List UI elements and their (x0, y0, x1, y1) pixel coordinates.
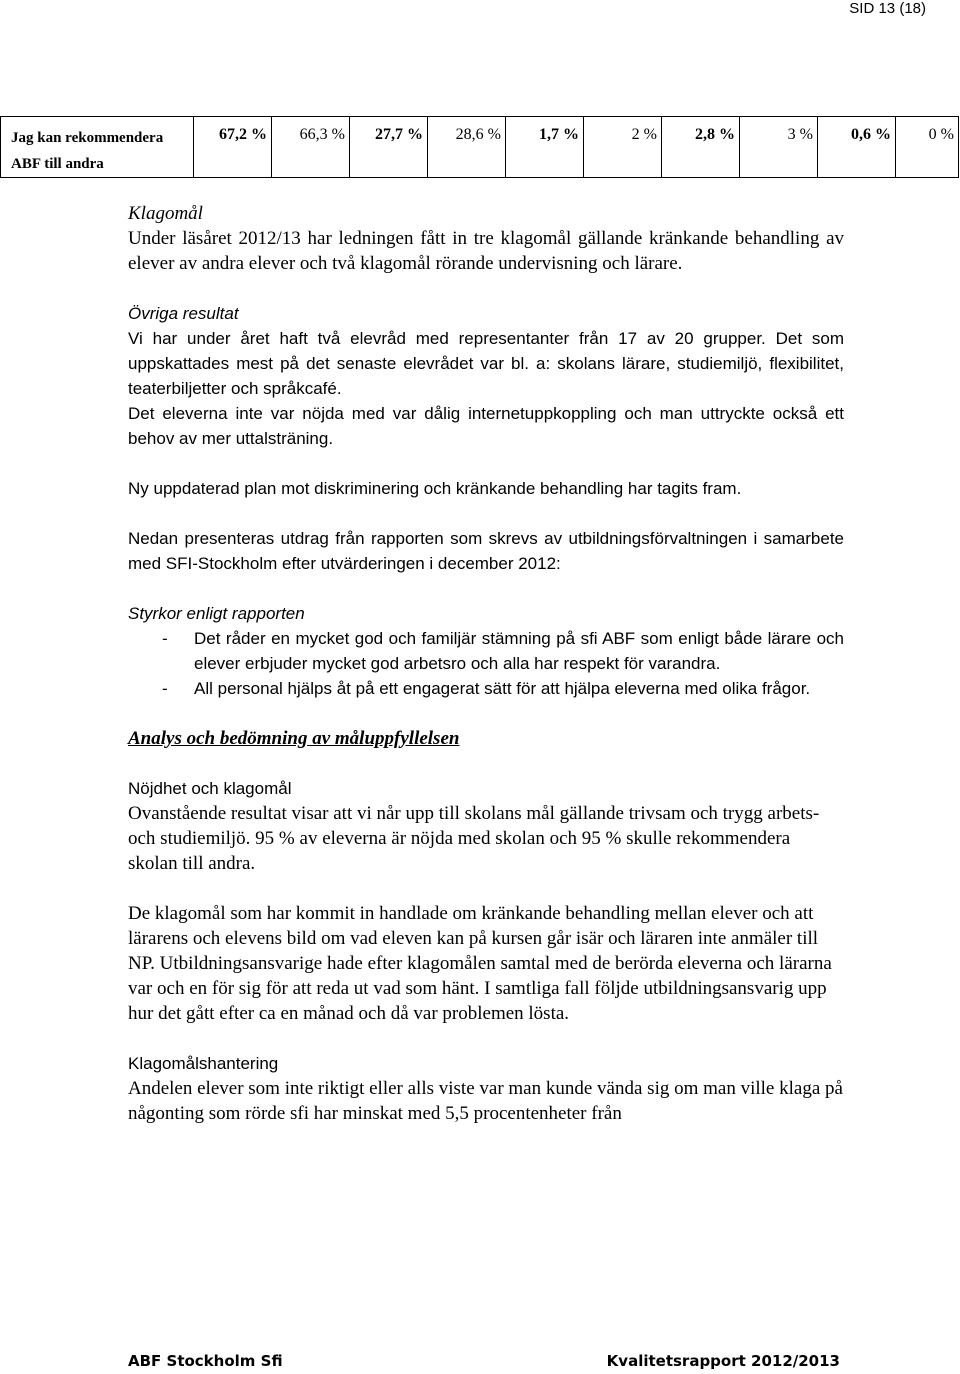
ovriga-paragraph-1: Vi har under året haft två elevråd med representanter från 17 av 20 grupper. Det som uppskattades mest på det senaste elevrådet var bl. a: skolans lärare, studiemiljö, flexibilitet, teaterbiljetter och språkcafé. (128, 329, 844, 398)
table-cell: 0 % (896, 117, 959, 178)
table-cell: 2,8 % (662, 117, 740, 178)
document-body (128, 201, 844, 1126)
table-row (1, 117, 959, 178)
dash-mark: - (162, 679, 168, 698)
hantering-heading: Klagomålshantering (128, 1054, 279, 1073)
styrkor-heading: Styrkor enligt rapporten (128, 604, 305, 623)
list-item-text: All personal hjälps åt på ett engagerat sätt för att hjälpa eleverna med olika frågor. (194, 679, 811, 698)
table-cell: 0,6 % (818, 117, 896, 178)
dash-mark: - (162, 629, 168, 648)
table-cell: 2 % (584, 117, 662, 178)
nojdhet-heading: Nöjdhet och klagomål (128, 779, 292, 798)
table-cell: 28,6 % (428, 117, 506, 178)
footer-report-title: Kvalitetsrapport 2012/2013 (606, 1352, 840, 1370)
list-item-text: Det råder en mycket god och familjär stämning på sfi ABF som enligt både lärare och elever erbjuder mycket god arbetsro och alla har respekt för varandra. (194, 629, 844, 673)
plan-paragraph: Ny uppdaterad plan mot diskriminering och kränkande behandling har tagits fram. (128, 479, 742, 498)
nedan-paragraph: Nedan presenteras utdrag från rapporten som skrevs av utbildningsförvaltningen i samarbete med SFI-Stockholm efter utvärderingen i december 2012: (128, 529, 844, 573)
hantering-paragraph: Andelen elever som inte riktigt eller alls viste var man kunde vända sig om man ville klaga på någonting som rörde sfi har minskat med 5,5 procentenheter från (128, 1078, 843, 1124)
row-label (1, 117, 194, 178)
table-cell: 3 % (740, 117, 818, 178)
row-label-line1: Jag kan rekommendera (11, 130, 164, 146)
results-table (0, 116, 959, 178)
row-label-line2: ABF till andra (11, 156, 104, 172)
footer-organization: ABF Stockholm Sfi (128, 1352, 283, 1370)
klagomal2-paragraph: De klagomål som har kommit in handlade om kränkande behandling mellan elever och att lärarens och elevens bild om vad eleven kan på kursen går isär och läraren inte anmäler till NP. Utbildningsansvarige hade efter klagomålen samtal med de berörda eleverna och lärarna var och en för sig för att reda ut vad som hänt. I samtliga fall följde utbildningsansvarig upp hur det gått efter ca en månad och då var problemen lösta. (128, 903, 832, 1024)
ovriga-heading: Övriga resultat (128, 304, 239, 323)
nojdhet-paragraph: Ovanstående resultat visar att vi når upp till skolans mål gällande trivsam och trygg arbets- och studiemiljö. 95 % av eleverna är nöjda med skolan och 95 % skulle rekommendera skolan till andra. (128, 803, 820, 874)
analys-heading: Analys och bedömning av måluppfyllelsen (128, 728, 460, 749)
page-number: SID 13 (18) (849, 0, 926, 17)
table-cell: 27,7 % (350, 117, 428, 178)
table-cell: 66,3 % (272, 117, 350, 178)
klagomal-paragraph: Under läsåret 2012/13 har ledningen fått in tre klagomål gällande kränkande behandling av elever av andra elever och två klagomål rörande undervisning och lärare. (128, 228, 844, 274)
ovriga-paragraph-2: Det eleverna inte var nöjda med var dålig internetuppkoppling och man uttryckte också ett behov av mer uttalsträning. (128, 404, 844, 448)
table-cell: 67,2 % (194, 117, 272, 178)
table-cell: 1,7 % (506, 117, 584, 178)
list-item (128, 676, 844, 701)
klagomal-heading: Klagomål (128, 203, 203, 224)
styrkor-list (128, 626, 844, 701)
list-item (128, 626, 844, 676)
